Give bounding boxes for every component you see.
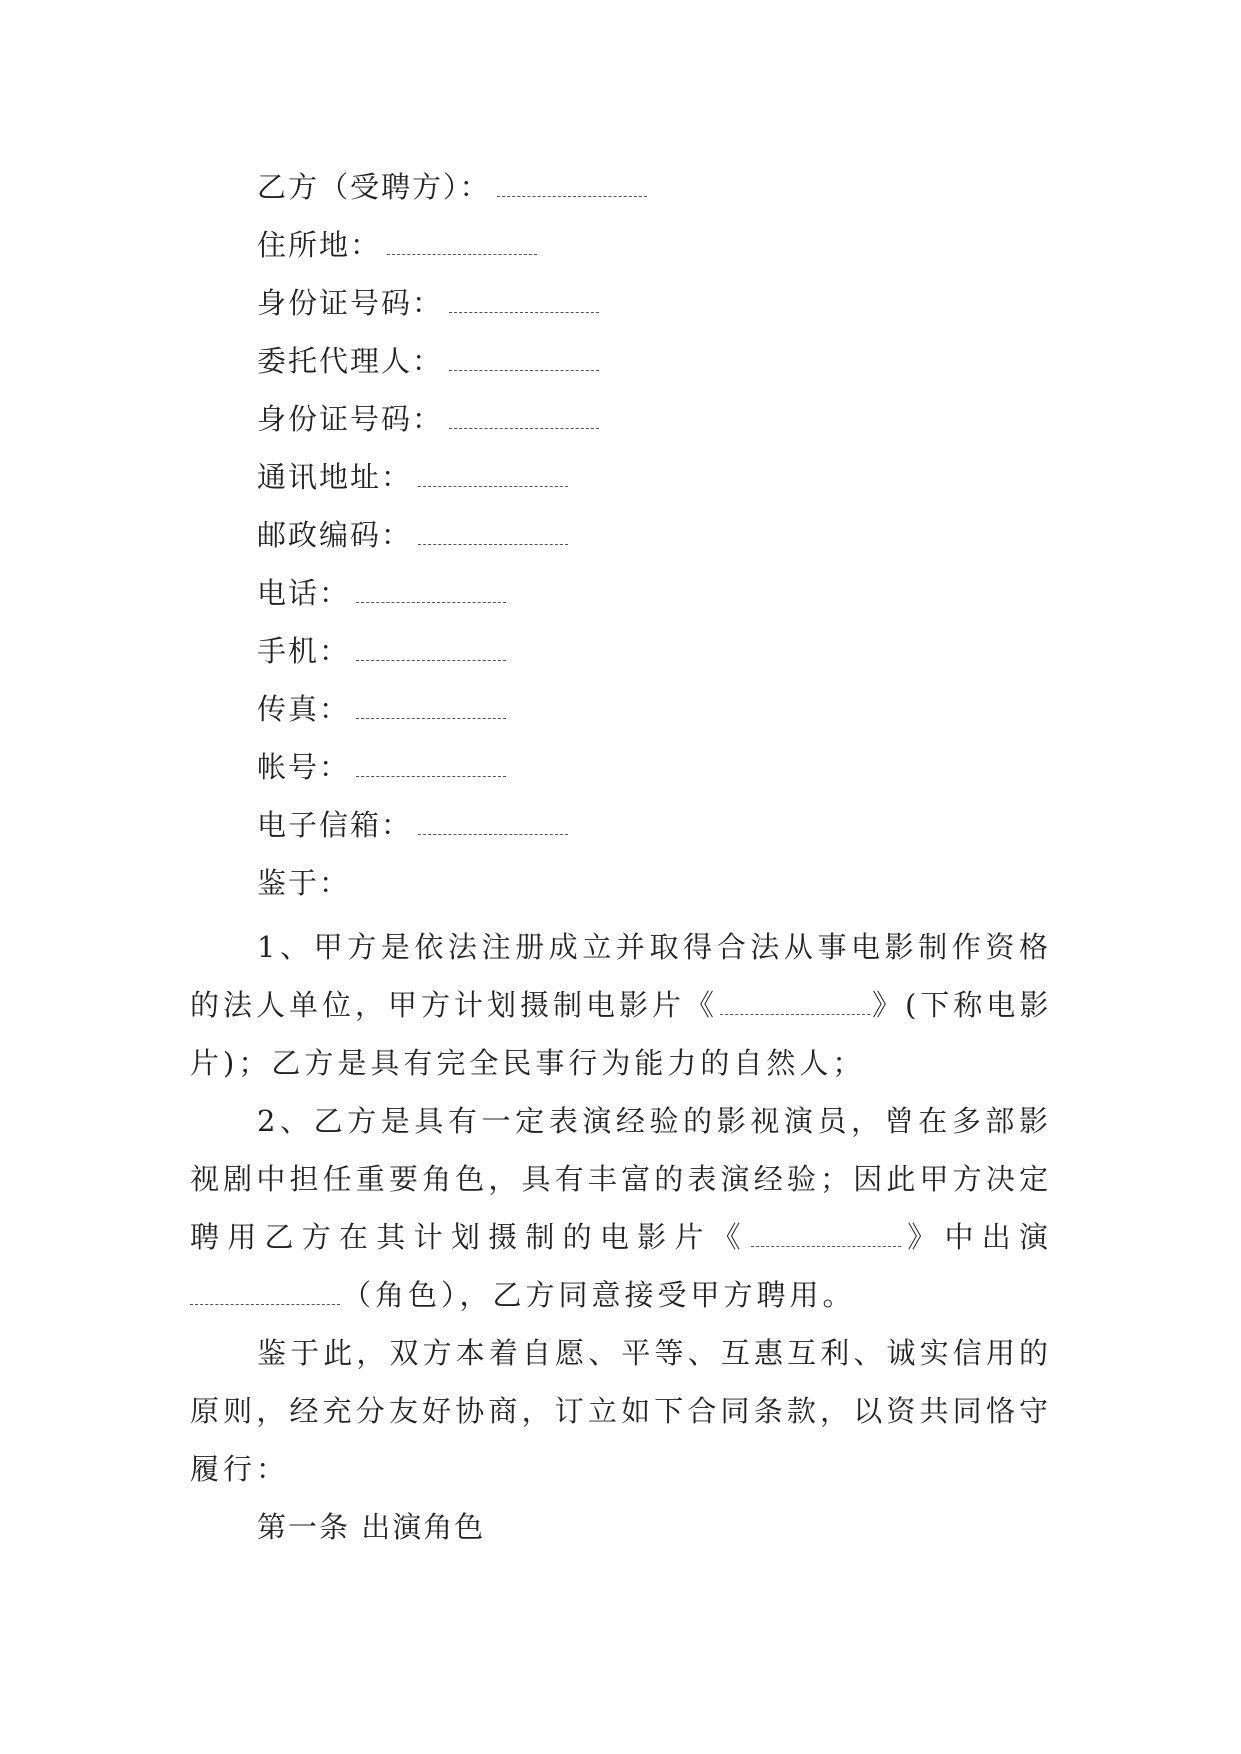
fill-in-blank [449,406,599,429]
paragraph-line: 片)；乙方是具有完全民事行为能力的自然人； [190,1046,866,1080]
email-field [257,808,568,842]
fill-in-blank [356,696,506,719]
whereas-clause-2 [190,1092,1052,1324]
paragraph-line: 1、甲方是依法注册成立并取得合法从事电影制作资格 [257,930,1052,964]
field-label: 住所地： [257,228,382,262]
agent-id-number-field [257,402,599,436]
party-b-field [257,170,647,204]
id-number-field [257,286,599,320]
whereas-clause-1 [190,918,1052,1092]
whereas-heading: 鉴于： [257,866,351,900]
mobile-field [257,634,506,668]
fill-in-blank [751,1224,901,1247]
paragraph-line [190,1208,1052,1266]
fill-in-blank [356,754,506,777]
mailing-address-field [257,460,568,494]
fill-in-blank [356,580,506,603]
postal-code-field [257,518,568,552]
fill-in-blank [387,232,537,255]
field-label: 帐号： [257,750,351,784]
text-segment: 》(下称电影 [872,988,1053,1022]
account-field [257,750,506,784]
fill-in-blank [449,290,599,313]
field-label: 乙方（受聘方）： [257,170,491,204]
fill-in-blank [418,812,568,835]
text-segment: （角色），乙方同意接受甲方聘用。 [342,1278,856,1312]
field-label: 电话： [257,576,351,610]
paragraph-line: 履行： [190,1452,290,1486]
phone-field [257,576,506,610]
fill-in-blank [720,992,870,1015]
fill-in-blank [497,174,647,197]
text-segment: 聘用乙方在其计划摄制的电影片《 [190,1220,749,1254]
paragraph-line: 鉴于此，双方本着自愿、平等、互惠互利、诚实信用的 [257,1336,1052,1370]
field-label: 电子信箱： [257,808,413,842]
fill-in-blank [418,464,568,487]
paragraph-line: 2、乙方是具有一定表演经验的影视演员，曾在多部影 [257,1104,1052,1138]
agent-field [257,344,599,378]
text-segment: 》中出演 [902,1220,1052,1254]
field-label: 手机： [257,634,351,668]
paragraph-line [190,1266,1052,1324]
article-1-heading: 第一条 出演角色 [257,1510,486,1544]
field-label: 邮政编码： [257,518,413,552]
fill-in-blank [356,638,506,661]
fax-field [257,692,506,726]
paragraph-line: 视剧中担任重要角色，具有丰富的表演经验；因此甲方决定 [190,1162,1052,1196]
fill-in-blank [418,522,568,545]
paragraph-line [190,976,1052,1034]
field-label: 委托代理人： [257,344,444,378]
field-label: 通讯地址： [257,460,413,494]
paragraph-line: 原则，经充分友好协商，订立如下合同条款，以资共同恪守 [190,1394,1052,1428]
principle-paragraph [190,1324,1052,1498]
field-label: 身份证号码： [257,286,444,320]
text-segment: 的法人单位，甲方计划摄制电影片《 [190,988,719,1022]
fill-in-blank [190,1282,340,1305]
field-label: 身份证号码： [257,402,444,436]
fill-in-blank [449,348,599,371]
address-field [257,228,537,262]
field-label: 传真： [257,692,351,726]
